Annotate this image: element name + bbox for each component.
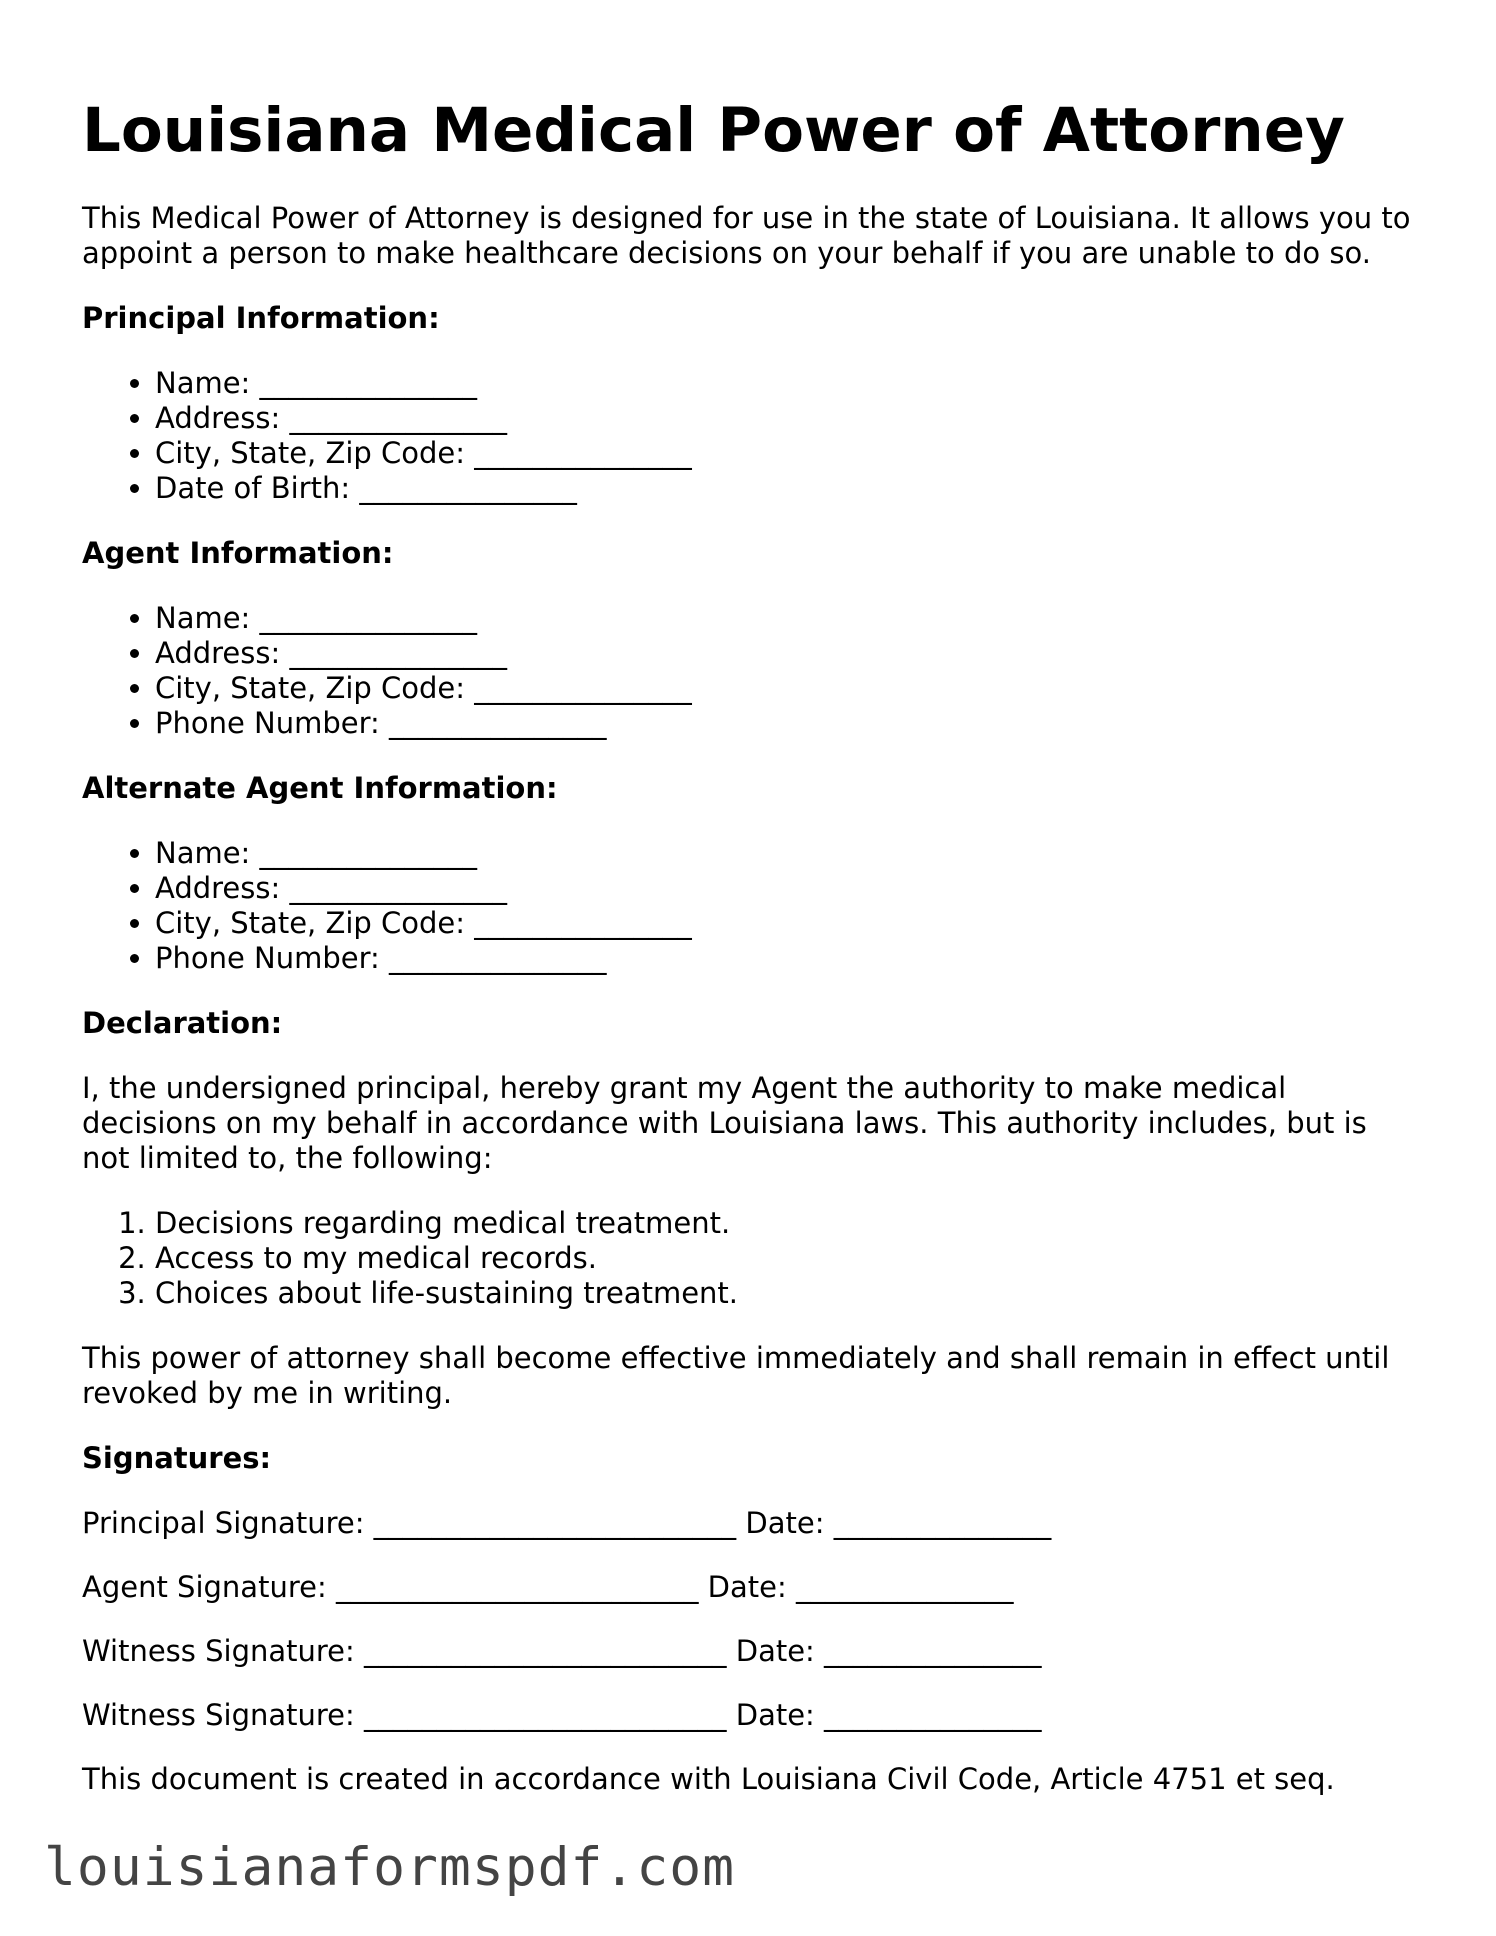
declaration-item: 1. Decisions regarding medical treatment.: [155, 1206, 1422, 1241]
agent-phone-field: • Phone Number: _______________: [155, 706, 1422, 741]
agent-city-state-zip-field: • City, State, Zip Code: _______________: [155, 671, 1422, 706]
intro-paragraph: This Medical Power of Attorney is designed for use in the state of Louisiana. It allows you to appoint a person to make healthcare decisions on your behalf if you are unable to do so.: [82, 201, 1411, 270]
principal-dob-field: • Date of Birth: _______________: [155, 471, 1422, 506]
agent-fields-list: [82, 601, 1422, 741]
declaration-item: 3. Choices about life-sustaining treatment.: [155, 1276, 1422, 1311]
agent-heading: Agent Information:: [82, 536, 394, 570]
agent-address-field: • Address: _______________: [155, 636, 1422, 671]
principal-name-field: • Name: _______________: [155, 366, 1422, 401]
principal-address-field: • Address: _______________: [155, 401, 1422, 436]
alternate-agent-name-field: • Name: _______________: [155, 836, 1422, 871]
document-title: Louisiana Medical Power of Attorney: [82, 95, 1345, 166]
declaration-heading: Declaration:: [82, 1006, 283, 1040]
declaration-text: I, the undersigned principal, hereby grant my Agent the authority to make medical decisions on my behalf in accordance with Louisiana laws. This authority includes, but is not limited to, the following:: [82, 1071, 1367, 1175]
declaration-item: 2. Access to my medical records.: [155, 1241, 1422, 1276]
agent-name-field: • Name: _______________: [155, 601, 1422, 636]
legal-reference-note: This document is created in accordance with Louisiana Civil Code, Article 4751 et seq.: [82, 1762, 1335, 1796]
alternate-agent-city-state-zip-field: • City, State, Zip Code: _______________: [155, 906, 1422, 941]
site-watermark: louisianaformspdf.com: [44, 1837, 736, 1898]
agent-signature-line: Agent Signature: _________________________ Date: _______________: [82, 1570, 1014, 1604]
principal-signature-line: Principal Signature: _________________________ Date: _______________: [82, 1506, 1052, 1540]
principal-fields-list: [82, 366, 1422, 506]
principal-heading: Principal Information:: [82, 301, 440, 335]
witness-signature-line-1: Witness Signature: _________________________ Date: _______________: [82, 1634, 1042, 1668]
witness-signature-line-2: Witness Signature: _________________________ Date: _______________: [82, 1698, 1042, 1732]
alternate-agent-phone-field: • Phone Number: _______________: [155, 941, 1422, 976]
effective-clause: This power of attorney shall become effective immediately and shall remain in effect until revoked by me in writing.: [82, 1341, 1390, 1410]
declaration-items-list: [82, 1206, 1422, 1311]
signatures-heading: Signatures:: [82, 1441, 272, 1475]
principal-city-state-zip-field: • City, State, Zip Code: _______________: [155, 436, 1422, 471]
alternate-agent-fields-list: [82, 836, 1422, 976]
document-page: [82, 95, 1422, 1797]
alternate-agent-heading: Alternate Agent Information:: [82, 771, 558, 805]
alternate-agent-address-field: • Address: _______________: [155, 871, 1422, 906]
